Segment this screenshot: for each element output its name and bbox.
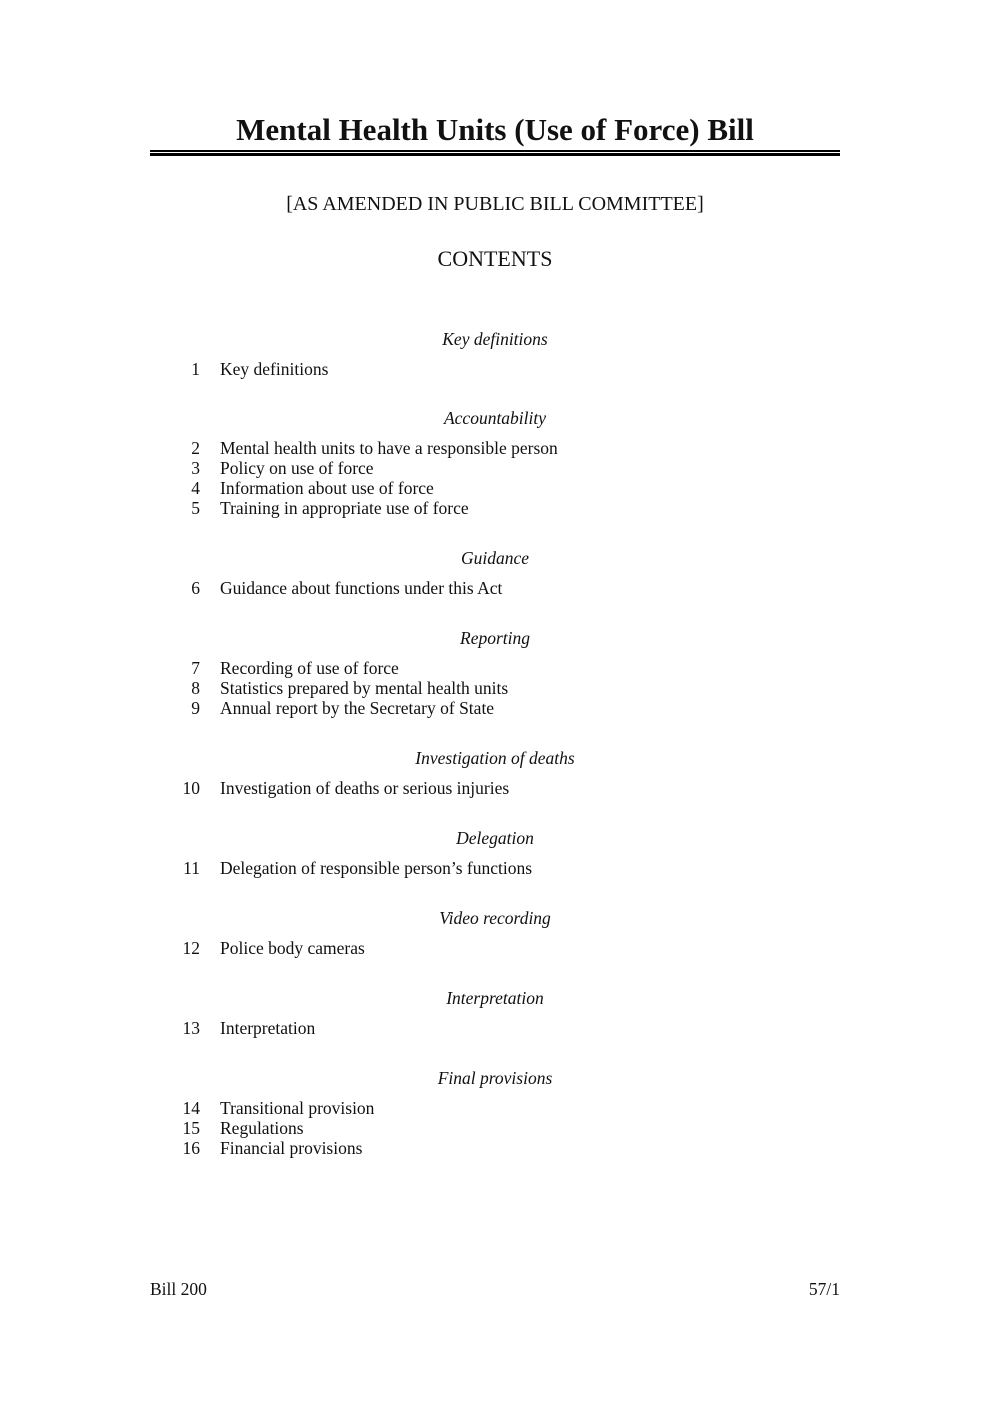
toc-entry[interactable] [150,698,840,718]
toc-entry-number: 6 [191,578,200,598]
contents-heading: CONTENTS [437,246,553,271]
toc-entry-title: Police body cameras [220,938,365,958]
toc-entry-number: 13 [182,1018,200,1038]
toc-entry[interactable] [150,658,840,678]
page-reference: 57/1 [808,1279,840,1299]
toc-group-heading: Accountability [443,408,547,428]
toc-group-heading: Reporting [460,628,530,648]
toc-entry-number: 10 [182,778,200,798]
toc-entry-title: Financial provisions [220,1138,363,1158]
page-title: Mental Health Units (Use of Force) Bill [236,112,754,147]
toc-entry[interactable] [150,1018,840,1038]
toc-entry[interactable] [150,1098,840,1118]
toc-entry[interactable] [150,458,840,478]
toc-entry-title: Guidance about functions under this Act [220,578,503,598]
toc-entry-title: Training in appropriate use of force [220,498,469,518]
toc-entry[interactable] [150,678,840,698]
toc-entry-number: 15 [182,1118,200,1138]
toc-entry-title: Recording of use of force [220,658,399,678]
toc-entry[interactable] [150,938,840,958]
toc-entry-number: 4 [191,478,200,498]
toc-entry-number: 2 [191,438,200,458]
toc-entry-title: Regulations [220,1118,304,1138]
toc-entry-number: 5 [191,498,200,518]
toc-entry-number: 7 [191,658,200,678]
toc-entry-title: Information about use of force [220,478,434,498]
toc-entry-title: Investigation of deaths or serious injuries [220,778,510,798]
toc-entry-number: 14 [182,1098,200,1118]
toc-entry-title: Transitional provision [220,1098,375,1118]
title-rule-thin [150,150,840,152]
toc-group-heading: Final provisions [437,1068,553,1088]
toc-entry[interactable] [150,1138,840,1158]
toc-entry-title: Statistics prepared by mental health units [220,678,509,698]
toc-entry[interactable] [150,1118,840,1138]
toc-entry[interactable] [150,438,840,458]
toc-entry-number: 8 [191,678,200,698]
amendment-status: [AS AMENDED IN PUBLIC BILL COMMITTEE] [286,193,704,215]
toc-group-heading: Interpretation [446,988,544,1008]
toc-entry-number: 1 [191,359,200,379]
toc-entry-title: Key definitions [220,359,329,379]
toc-entry[interactable] [150,858,840,878]
toc-entry-number: 9 [191,698,200,718]
toc-entry-title: Policy on use of force [220,458,374,478]
title-rule-thick [150,153,840,156]
toc-group-heading: Guidance [460,548,530,568]
toc-group-heading: Key definitions [442,329,548,349]
toc-entry-number: 11 [183,858,200,878]
toc-entry-title: Annual report by the Secretary of State [220,698,495,718]
toc-entry[interactable] [150,498,840,518]
toc-entry-title: Mental health units to have a responsible person [220,438,558,458]
toc-group-heading: Investigation of deaths [415,748,575,768]
toc-entry-title: Delegation of responsible person’s functions [220,858,533,878]
toc-entry[interactable] [150,478,840,498]
toc-entry[interactable] [150,578,840,598]
toc-entry-title: Interpretation [220,1018,316,1038]
bill-number: Bill 200 [150,1279,207,1299]
toc-entry[interactable] [150,778,840,798]
toc-group-heading: Video recording [439,908,551,928]
toc-entry-number: 3 [191,458,200,478]
toc-entry-number: 12 [182,938,200,958]
toc-group-heading: Delegation [456,828,534,848]
toc-entry[interactable] [150,359,840,379]
toc-entry-number: 16 [182,1138,200,1158]
